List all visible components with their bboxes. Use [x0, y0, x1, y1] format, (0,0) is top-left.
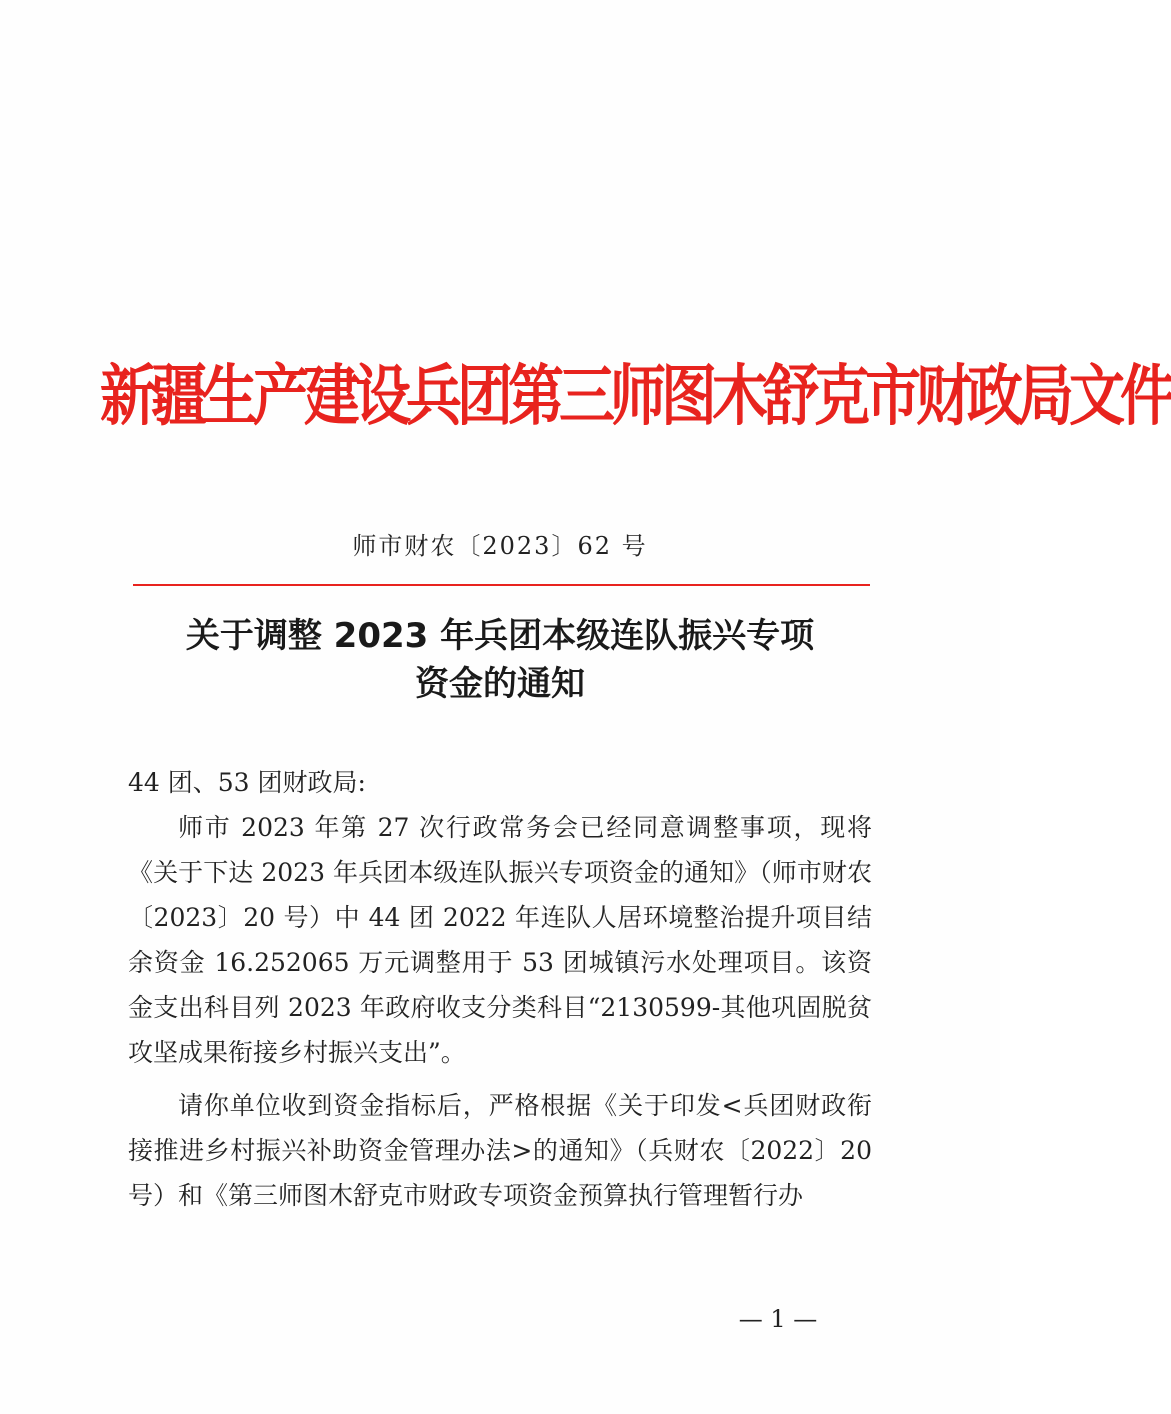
- subject-line-2: 资金的通知: [415, 664, 585, 704]
- issuer-title: 新疆生产建设兵团第三师图木舒克市财政局文件: [100, 358, 1171, 435]
- document-number: 师市财农〔2023〕62 号: [352, 532, 648, 560]
- document-body: [128, 760, 872, 1218]
- body-paragraph-1: 师市 2023 年第 27 次行政常务会已经同意调整事项，现将《关于下达 2023 年兵团本级连队振兴专项资金的通知》（师市财农〔2023〕20 号）中 44 团 2022 年连队人居环境整治提升项目结余资金 16.252065 万元调整用于 53 团城镇污水处理项目。该资金支出科目列 2023 年政府收支分类科目“2130599-其他巩固脱贫攻坚成果衔接乡村振兴支出”。: [128, 813, 872, 1067]
- page-number: — 1 —: [738, 1305, 818, 1333]
- subject-line-1: 关于调整 2023 年兵团本级连队振兴专项: [185, 616, 815, 656]
- body-paragraph-2: 请你单位收到资金指标后，严格根据《关于印发<兵团财政衔接推进乡村振兴补助资金管理办法>的通知》（兵财农〔2022〕20 号）和《第三师图木舒克市财政专项资金预算执行管理暂行办: [128, 1091, 872, 1210]
- document-subject: [0, 612, 1000, 708]
- salutation: 44 团、53 团财政局:: [128, 768, 366, 797]
- red-divider: [133, 584, 870, 586]
